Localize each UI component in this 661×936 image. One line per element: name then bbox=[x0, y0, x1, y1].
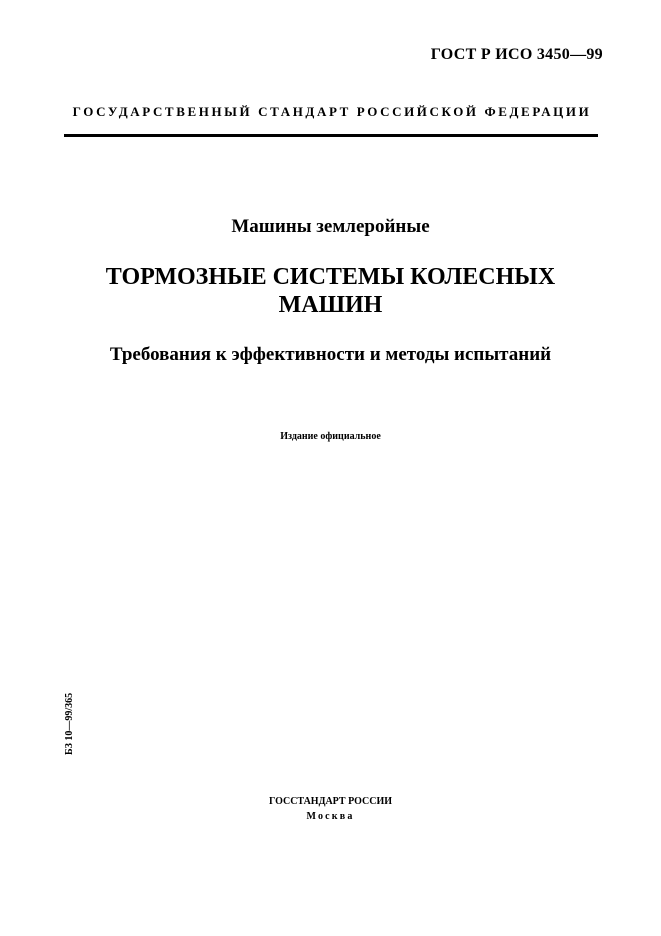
main-title-line-2: МАШИН bbox=[278, 292, 383, 318]
document-main-title bbox=[70, 263, 591, 319]
main-title-line-1: ТОРМОЗНЫЕ СИСТЕМЫ КОЛЕСНЫХ bbox=[105, 264, 556, 290]
document-group-title: Машины землеройные bbox=[231, 216, 430, 237]
document-subtitle: Требования к эффективности и методы испытаний bbox=[109, 344, 552, 365]
side-code: БЗ 10—99/365 bbox=[64, 692, 75, 756]
header-divider bbox=[64, 134, 598, 137]
publisher: ГОССТАНДАРТ РОССИИ bbox=[268, 796, 393, 807]
gost-number: ГОСТ Р ИСО 3450—99 bbox=[430, 46, 603, 63]
publication-city: Москва bbox=[306, 811, 355, 822]
edition-label: Издание официальное bbox=[280, 431, 381, 442]
state-standard-heading: ГОСУДАРСТВЕННЫЙ СТАНДАРТ РОССИЙСКОЙ ФЕДЕРАЦИИ bbox=[72, 104, 592, 119]
